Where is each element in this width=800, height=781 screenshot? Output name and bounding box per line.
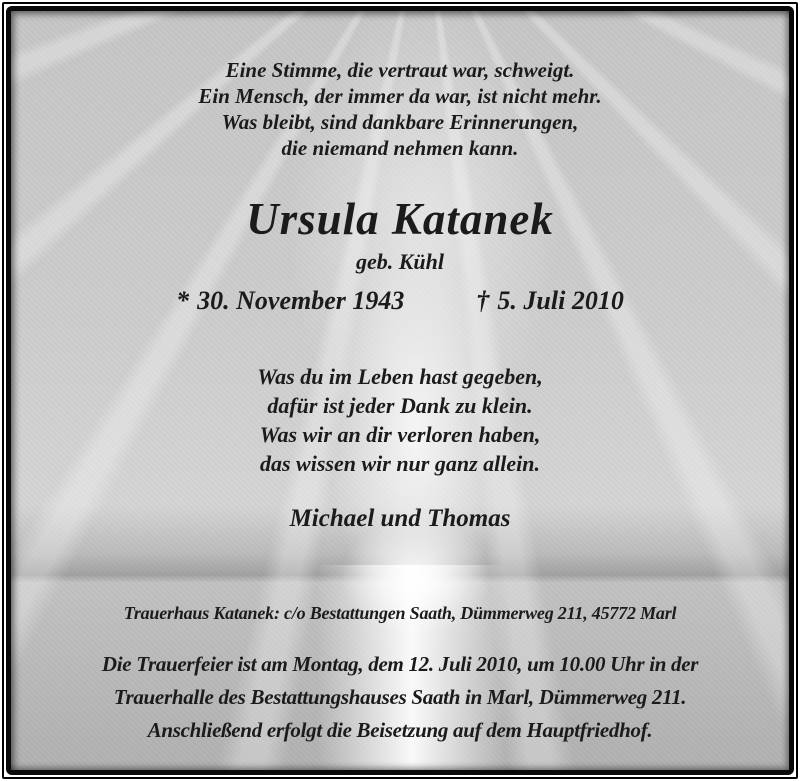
life-dates bbox=[11, 285, 789, 316]
deceased-name: Ursula Katanek bbox=[246, 194, 554, 244]
birth-star-symbol: * bbox=[176, 286, 190, 315]
birth-date: 30. November 1943 bbox=[197, 286, 405, 315]
announcement-line: Anschließend erfolgt die Beisetzung auf dem Hauptfriedhof. bbox=[147, 718, 653, 742]
main-verse-line: das wissen wir nur ganz allein. bbox=[260, 451, 540, 476]
obituary-content bbox=[11, 11, 789, 770]
main-verse bbox=[11, 362, 789, 478]
mourners-names: Michael und Thomas bbox=[289, 505, 511, 532]
opening-verse-line: Eine Stimme, die vertraut war, schweigt. bbox=[225, 58, 575, 82]
announcement-line: Die Trauerfeier ist am Montag, dem 12. Juli 2010, um 10.00 Uhr in der bbox=[101, 652, 699, 676]
main-verse-line: Was wir an dir verloren haben, bbox=[259, 422, 541, 447]
opening-verse-line: Was bleibt, sind dankbare Erinnerungen, bbox=[221, 110, 579, 134]
ornamental-frame-inner bbox=[6, 6, 794, 775]
maiden-name: geb. Kühl bbox=[355, 249, 445, 274]
death-date-group bbox=[476, 285, 623, 316]
death-date: 5. Juli 2010 bbox=[497, 286, 624, 315]
announcement-line: Trauerhalle des Bestattungshauses Saath in Marl, Dümmerweg 211. bbox=[113, 685, 687, 709]
funeral-announcement bbox=[11, 648, 789, 747]
opening-verse bbox=[11, 57, 789, 161]
opening-verse-line: die niemand nehmen kann. bbox=[281, 136, 519, 160]
main-verse-line: Was du im Leben hast gegeben, bbox=[257, 364, 543, 389]
birth-date-group bbox=[176, 285, 404, 316]
ornamental-frame-outer bbox=[2, 2, 798, 779]
death-cross-symbol: † bbox=[476, 286, 490, 315]
funeral-home-address: Trauerhaus Katanek: c/o Bestattungen Saath, Dümmerweg 211, 45772 Marl bbox=[123, 603, 677, 623]
main-verse-line: dafür ist jeder Dank zu klein. bbox=[267, 393, 533, 418]
opening-verse-line: Ein Mensch, der immer da war, ist nicht mehr. bbox=[198, 84, 602, 108]
